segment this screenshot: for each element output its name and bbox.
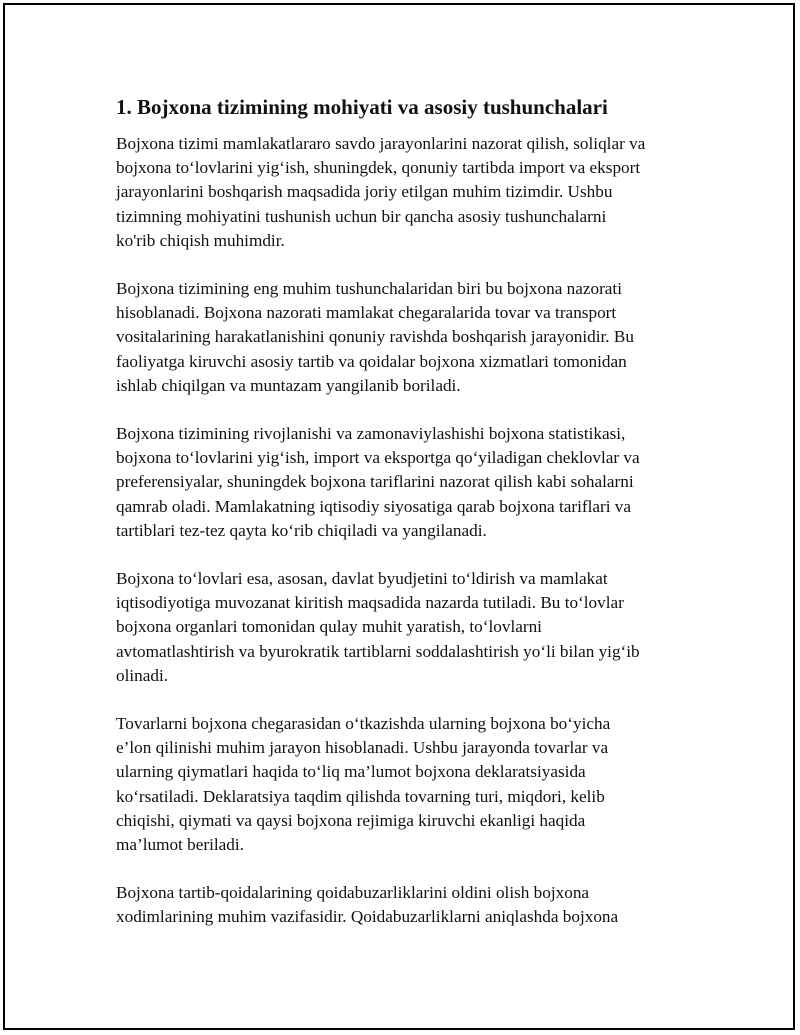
text-line: Bojxona tartib-qoidalarining qoidabuzarliklarini oldini olish bojxona	[116, 883, 590, 903]
paragraph	[116, 132, 706, 253]
text-line: ko‘rsatiladi. Deklaratsiya taqdim qilishda tovarning turi, miqdori, kelib	[116, 786, 605, 806]
text-line: vositalarining harakatlanishini qonuniy ravishda boshqarish jarayonidir. Bu	[116, 327, 634, 347]
section-heading: 1. Bojxona tizimining mohiyati va asosiy tushunchalari	[116, 95, 608, 119]
text-line: bojxona to‘lovlarini yig‘ish, import va eksportga qo‘yiladigan cheklovlar va	[116, 448, 640, 468]
text-line: chiqishi, qiymati va qaysi bojxona rejimiga kiruvchi ekanligi haqida	[116, 810, 586, 830]
text-line: bojxona organlari tomonidan qulay muhit yaratish, to‘lovlarni	[116, 617, 542, 637]
text-line: preferensiyalar, shuningdek bojxona tariflarini nazorat qilish kabi sohalarni	[116, 472, 634, 492]
text-line: Bojxona tizimining eng muhim tushunchalaridan biri bu bojxona nazorati	[116, 279, 622, 299]
text-line: Tovarlarni bojxona chegarasidan o‘tkazishda ularning bojxona bo‘yicha	[116, 714, 611, 734]
text-line: Bojxona to‘lovlari esa, asosan, davlat byudjetini to‘ldirish va mamlakat	[116, 569, 608, 589]
paragraph	[116, 712, 706, 857]
text-line: hisoblanadi. Bojxona nazorati mamlakat chegaralarida tovar va transport	[116, 303, 617, 323]
document-body	[116, 95, 706, 954]
paragraph	[116, 422, 706, 543]
text-line: ishlab chiqilgan va muntazam yangilanib boriladi.	[116, 375, 461, 395]
text-line: jarayonlarini boshqarish maqsadida joriy etilgan muhim tizimdir. Ushbu	[116, 182, 613, 202]
text-line: iqtisodiyotiga muvozanat kiritish maqsadida nazarda tutiladi. Bu to‘lovlar	[116, 593, 624, 613]
text-line: e’lon qilinishi muhim jarayon hisoblanadi. Ushbu jarayonda tovarlar va	[116, 738, 609, 758]
paragraph	[116, 881, 706, 929]
text-line: tartiblari tez-tez qayta ko‘rib chiqiladi va yangilanadi.	[116, 520, 487, 540]
text-line: bojxona to‘lovlarini yig‘ish, shuningdek, qonuniy tartibda import va eksport	[116, 158, 641, 178]
paragraph	[116, 567, 706, 688]
text-line: Bojxona tizimining rivojlanishi va zamonaviylashishi bojxona statistikasi,	[116, 424, 626, 444]
text-line: olinadi.	[116, 665, 169, 685]
text-line: faoliyatga kiruvchi asosiy tartib va qoidalar bojxona xizmatlari tomonidan	[116, 351, 627, 371]
text-line: tizimning mohiyatini tushunish uchun bir qancha asosiy tushunchalarni	[116, 206, 607, 226]
text-line: xodimlarining muhim vazifasidir. Qoidabuzarliklarni aniqlashda bojxona	[116, 907, 619, 927]
text-line: ko'rib chiqish muhimdir.	[116, 230, 285, 250]
text-line: Bojxona tizimi mamlakatlararo savdo jarayonlarini nazorat qilish, soliqlar va	[116, 134, 646, 153]
paragraph	[116, 277, 706, 398]
text-line: avtomatlashtirish va byurokratik tartiblarni soddalashtirish yo‘li bilan yig‘ib	[116, 641, 640, 661]
text-line: qamrab oladi. Mamlakatning iqtisodiy siyosatiga qarab bojxona tariflari va	[116, 496, 632, 516]
text-line: ularning qiymatlari haqida to‘liq ma’lumot bojxona deklaratsiyasida	[116, 762, 586, 782]
text-line: ma’lumot beriladi.	[116, 835, 244, 855]
